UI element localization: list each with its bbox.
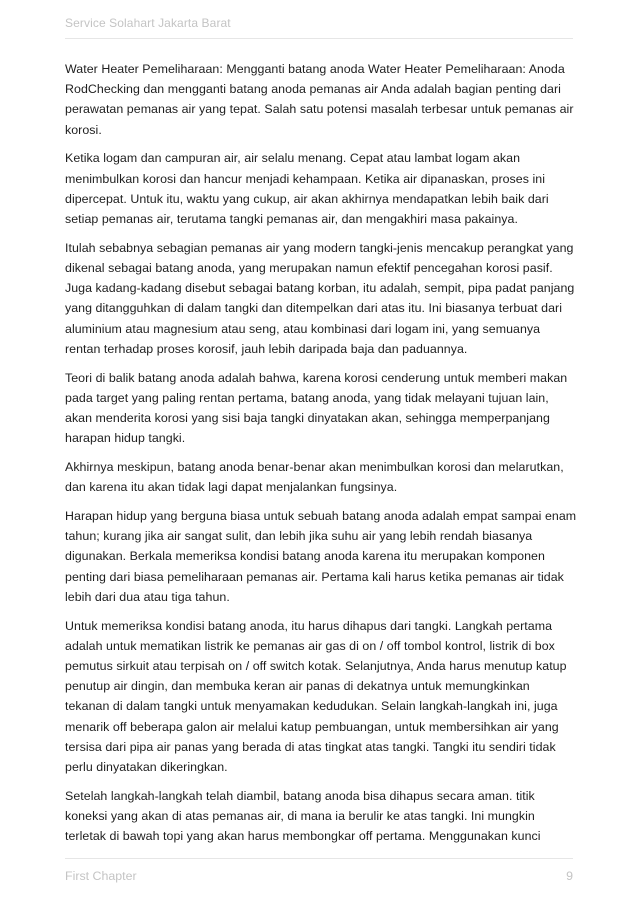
paragraph-2 — [65, 148, 573, 229]
page-body — [65, 59, 577, 855]
text-line: rentan terhadap proses korosif, jauh lebih daripada baja dan paduannya. — [65, 341, 468, 356]
text-line: Akhirnya meskipun, batang anoda benar-benar akan menimbulkan korosi dan melarutkan, — [65, 460, 564, 475]
page-header — [65, 16, 573, 39]
text-line: perlu dinyatakan dikeringkan. — [65, 760, 228, 775]
text-line: Teori di balik batang anoda adalah bahwa, karena korosi cenderung untuk memberi makan — [65, 370, 568, 385]
text-line: Itulah sebabnya sebagian pemanas air yang modern tangki-jenis mencakup perangkat yang — [65, 240, 574, 255]
text-line: harapan hidup tangki. — [65, 431, 186, 446]
text-line: dipercepat. Untuk itu, waktu yang cukup, air akan akhirnya mendapatkan lebih baik dari — [65, 191, 549, 206]
paragraph-7 — [65, 616, 573, 778]
text-line: pemutus sirkuit atau terpisah on / off switch kotak. Selanjutnya, Anda harus menutup katup — [65, 659, 567, 674]
paragraph-4 — [65, 368, 573, 449]
text-line: korosi. — [65, 122, 102, 137]
paragraph-6 — [65, 506, 577, 607]
paragraph-5 — [65, 457, 573, 497]
footer-chapter: First Chapter — [65, 869, 137, 883]
text-line: dikenal sebagai batang anoda, yang merupakan namun efektif pencegahan korosi pasif. — [65, 261, 553, 276]
text-line: Juga kadang-kadang disebut sebagai batang korban, itu adalah, sempit, pipa padat panjang — [65, 281, 575, 296]
paragraph-8 — [65, 786, 573, 847]
text-line: akan menderita korosi yang sisi baja tangki dinyatakan akan, sehingga memperpanjang — [65, 411, 550, 426]
text-line: menarik off beberapa galon air melalui katup pembuangan, untuk membersihkan air yang — [65, 719, 559, 734]
text-line: tahun; kurang jika air sangat sulit, dan lebih jika suhu air yang lebih rendah biasanya — [65, 529, 533, 544]
text-line: digunakan. Berkala memeriksa kondisi batang anoda karena itu merupakan komponen — [65, 549, 545, 564]
text-line: perawatan pemanas air yang tepat. Salah satu potensi masalah terbesar untuk pemanas air — [65, 102, 574, 117]
text-line: pada target yang paling rentan pertama, batang anoda, yang tidak melayani tujuan lain, — [65, 390, 549, 405]
text-line: Harapan hidup yang berguna biasa untuk sebuah batang anoda adalah empat sampai enam — [65, 509, 577, 524]
text-line: tersisa dari pipa air panas yang berada di atas tingkat atas tangki. Tangki itu sendiri tidak — [65, 739, 556, 754]
text-line: Water Heater Pemeliharaan: Mengganti batang anoda Water Heater Pemeliharaan: Anoda — [65, 62, 565, 76]
text-line: dan karena itu akan tidak lagi dapat menjalankan fungsinya. — [65, 480, 398, 495]
footer-page-number: 9 — [566, 869, 573, 883]
text-line: Untuk memeriksa kondisi batang anoda, itu harus dihapus dari tangki. Langkah pertama — [65, 618, 553, 633]
paragraph-1 — [65, 59, 573, 140]
text-line: Setelah langkah-langkah telah diambil, batang anoda bisa dihapus secara aman. titik — [65, 788, 535, 803]
text-line: setiap pemanas air, terutama tangki pemanas air, dan mengakhiri masa pakainya. — [65, 212, 518, 227]
page-footer — [65, 858, 573, 887]
text-line: tekanan di dalam tangki untuk menyamakan kedudukan. Selain langkah-langkah ini, juga — [65, 699, 558, 714]
text-line: adalah untuk mematikan listrik ke pemanas air gas di on / off tombol kontrol, listrik di box — [65, 638, 555, 653]
text-line: RodChecking dan mengganti batang anoda pemanas air Anda adalah bagian penting dari — [65, 82, 561, 97]
header-title: Service Solahart Jakarta Barat — [65, 16, 231, 30]
text-line: menimbulkan korosi dan hancur menjadi kehampaan. Ketika air dipanaskan, proses ini — [65, 171, 546, 186]
text-line: lebih dari dua atau tiga tahun. — [65, 589, 230, 604]
text-line: Ketika logam dan campuran air, air selalu menang. Cepat atau lambat logam akan — [65, 151, 521, 166]
text-line: aluminium atau magnesium atau seng, atau kombinasi dari logam ini, yang semuanya — [65, 321, 541, 336]
paragraph-3 — [65, 238, 573, 359]
text-line: penutup air dingin, dan membuka keran air panas di dekatnya untuk memungkinkan — [65, 679, 530, 694]
text-line: yang ditangguhkan di dalam tangki dan ditempelkan dari atas itu. Ini biasanya terbuat dari — [65, 301, 563, 316]
text-line: terletak di bawah topi yang akan harus membongkar off pertama. Menggunakan kunci — [65, 829, 541, 844]
text-line: penting dari biasa pemeliharaan pemanas air. Pertama kali harus ketika pemanas air tidak — [65, 569, 564, 584]
text-line: koneksi yang akan di atas pemanas air, di mana ia berulir ke atas tangki. Ini mungkin — [65, 809, 535, 824]
